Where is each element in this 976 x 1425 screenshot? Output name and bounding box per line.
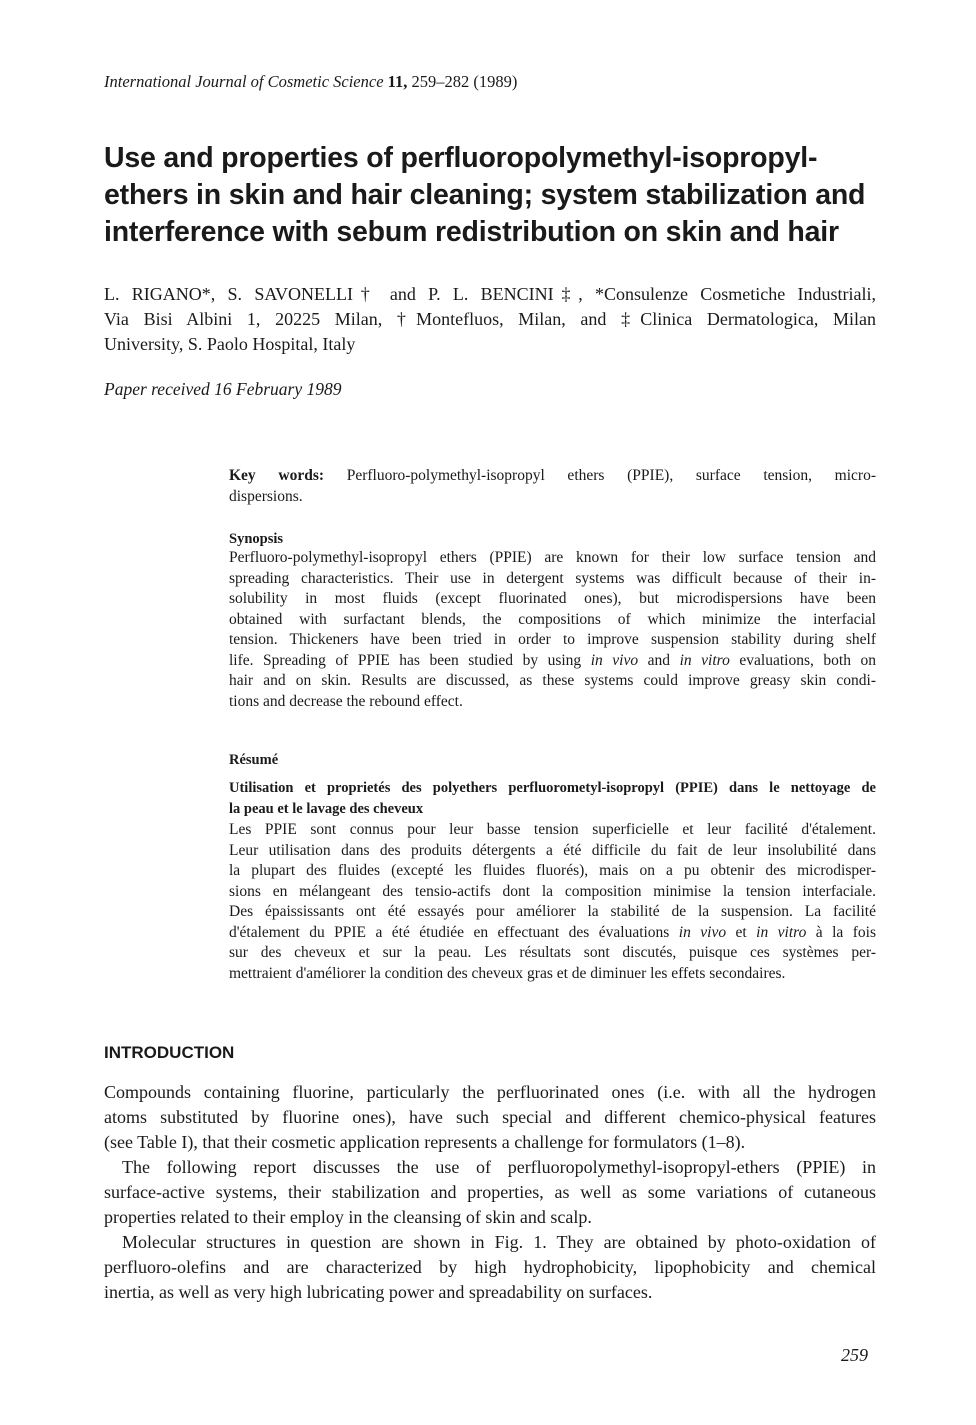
intro-paragraph-3 [104,1230,876,1305]
paragraph-line: atoms substituted by fluorine ones), have such special and different chemico-physical features [104,1107,876,1127]
journal-citation [104,72,517,92]
resume-line: sions en mélangeant des tensio-actifs dont la composition minimise la tension interfaciale. [229,882,876,900]
keywords-line: Perfluoro-polymethyl-isopropyl ethers (PPIE), surface tension, micro- [346,467,876,484]
paragraph-line: inertia, as well as very high lubricating power and spreadability on surfaces. [104,1282,653,1302]
latin-term: in vivo [678,923,727,941]
journal-pages: 259–282 (1989) [411,72,518,91]
title-line: interference with sebum redistribution on skin and hair [104,216,839,248]
author-line: Via Bisi Albini 1, 20225 Milan, †Montefluos, Milan, and ‡Clinica Dermatologica, Milan [104,309,876,329]
resume-line: la plupart des fluides (excepté les fluides fluorés), mais on a pu obtenir des microdisper- [229,862,876,879]
title-line: Use and properties of perfluoropolymethyl-isopropyl- [104,142,818,174]
synopsis-line: tions and decrease the rebound effect. [229,692,463,710]
page-number: 259 [841,1345,868,1365]
keywords-line: dispersions. [229,487,303,505]
author-line: L. RIGANO*, S. SAVONELLI† and P. L. BENCINI‡, *Consulenze Cosmetiche Industriali, [104,284,876,304]
paragraph-line: (see Table I), that their cosmetic application represents a challenge for formulators (1–8). [104,1132,746,1152]
paragraph-line: surface-active systems, their stabilization and properties, as well as some variations of cutaneous [104,1182,876,1202]
resume-line: d'étalement du PPIE a été étudiée en effectuant des évaluations in vivo et in vitro à la fois [229,923,876,941]
author-line: University, S. Paolo Hospital, Italy [104,334,356,354]
introduction-heading: INTRODUCTION [104,1043,235,1062]
synopsis-heading: Synopsis [229,531,284,547]
paragraph-line: The following report discusses the use of perfluoropolymethyl-isopropyl-ethers (PPIE) in [122,1157,876,1177]
keywords-label: Key words: [229,467,325,484]
synopsis-text [229,548,876,712]
synopsis-line: life. Spreading of PPIE has been studied by using in vivo and in vitro evaluations, both on [229,651,876,669]
paper-title [104,140,904,251]
resume-title [229,778,876,819]
synopsis-line: Perfluoro-polymethyl-isopropyl ethers (PPIE) are known for their low surface tension and [229,549,876,566]
latin-term: in vitro [756,923,807,941]
paragraph-line: Compounds containing fluorine, particularly the perfluorinated ones (i.e. with all the hydrogen [104,1082,876,1102]
keywords-block [229,466,876,507]
synopsis-line: obtained with surfactant blends, the compositions of which minimize the interfacial [229,610,876,628]
journal-name: International Journal of Cosmetic Science [104,72,384,91]
paragraph-line: perfluoro-olefins and are characterized by high hydrophobicity, lipophobicity and chemical [104,1257,876,1277]
resume-line: Des épaississants ont été essayés pour améliorer la stabilité de la suspension. La facilité [229,903,876,920]
intro-paragraph-1 [104,1080,876,1155]
synopsis-line: spreading characteristics. Their use in detergent systems was difficult because of their in- [229,569,876,587]
intro-paragraph-2 [104,1155,876,1230]
resume-title-line: Utilisation et proprietés des polyethers perfluorometyl-isopropyl (PPIE) dans le nettoyage de [229,780,876,796]
latin-term: in vitro [679,651,730,669]
synopsis-line: hair and on skin. Results are discussed, as these systems could improve greasy skin condi- [229,672,876,689]
journal-volume: 11, [387,72,408,91]
author-affiliations [104,282,876,357]
resume-heading: Résumé [229,752,279,768]
received-date: Paper received 16 February 1989 [104,379,342,399]
paragraph-line: properties related to their employ in the cleansing of skin and scalp. [104,1207,592,1227]
resume-line: sur des cheveux et sur la peau. Les résultats sont discutés, puisque ces systèmes per- [229,944,876,961]
title-line: ethers in skin and hair cleaning; system stabilization and [104,179,866,211]
synopsis-line: solubility in most fluids (except fluorinated ones), but microdispersions have been [229,590,876,607]
resume-text [229,820,876,984]
synopsis-line: tension. Thickeners have been tried in order to improve suspension stability during shelf [229,631,876,648]
resume-line: Les PPIE sont connus pour leur basse tension superficielle et leur facilité d'étalement. [229,821,876,838]
resume-title-line: la peau et le lavage des cheveux [229,800,424,817]
resume-line: Leur utilisation dans des produits détergents a été difficile du fait de leur insolubilité dans [229,841,876,859]
latin-term: in vivo [590,651,639,669]
paragraph-line: Molecular structures in question are shown in Fig. 1. They are obtained by photo-oxidation of [122,1232,876,1252]
resume-line: mettraient d'améliorer la condition des cheveux gras et de diminuer les effets secondaires. [229,964,786,982]
